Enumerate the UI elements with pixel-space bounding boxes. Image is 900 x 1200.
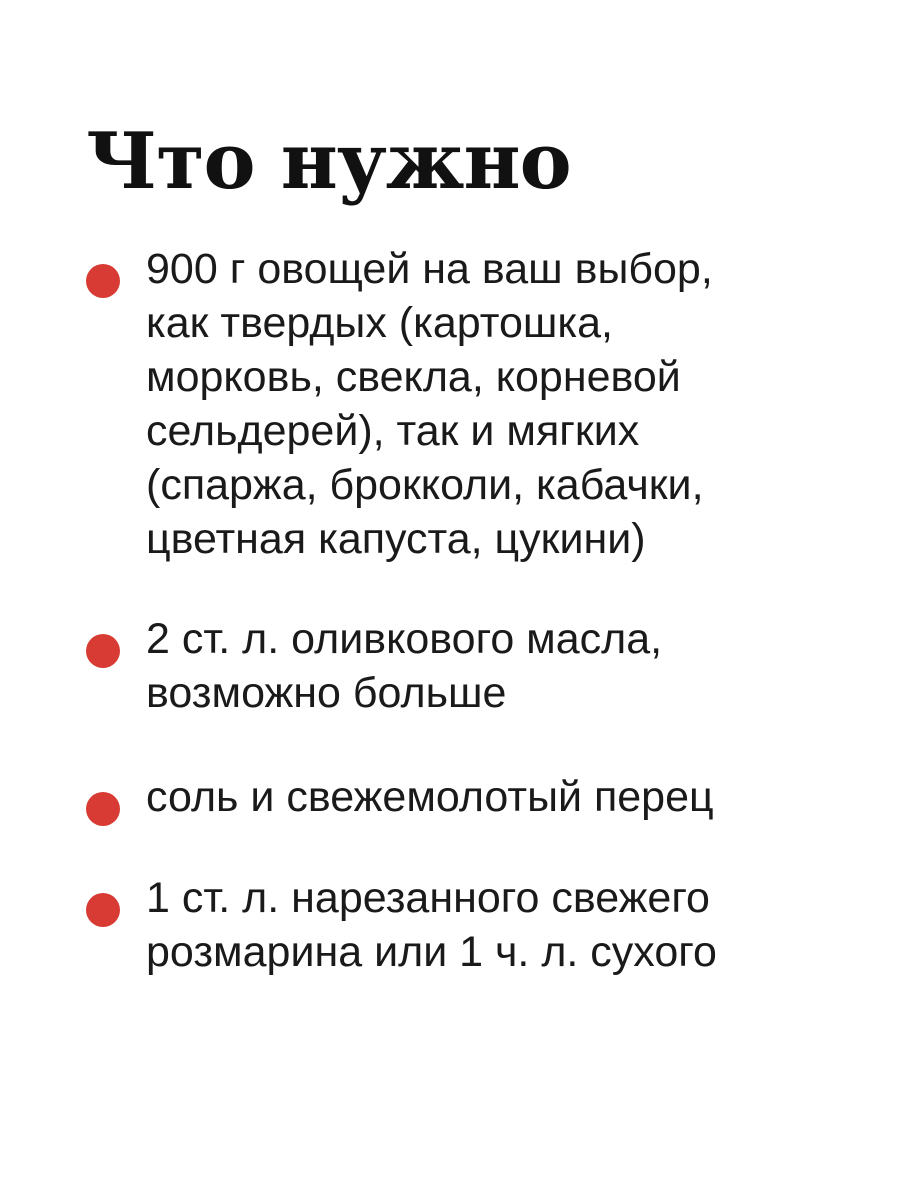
red-dot-icon <box>86 893 120 927</box>
ingredient-text: 1 ст. л. нарезанного свежего розмарина или 1 ч. л. сухого <box>146 874 717 976</box>
ingredient-text: 2 ст. л. оливкового масла, возможно больше <box>146 615 663 717</box>
ingredient-text: 900 г овощей на ваш выбор, как твердых (картошка, морковь, свекла, корневой сельдерей), так и мягких (спаржа, брокколи, кабачки, цветная капуста, цукини) <box>146 245 713 563</box>
red-dot-icon <box>86 264 120 298</box>
red-dot-icon <box>86 634 120 668</box>
page-title: Что нужно <box>86 116 571 207</box>
ingredient-text: соль и свежемолотый перец <box>146 773 714 821</box>
red-dot-icon <box>86 792 120 826</box>
